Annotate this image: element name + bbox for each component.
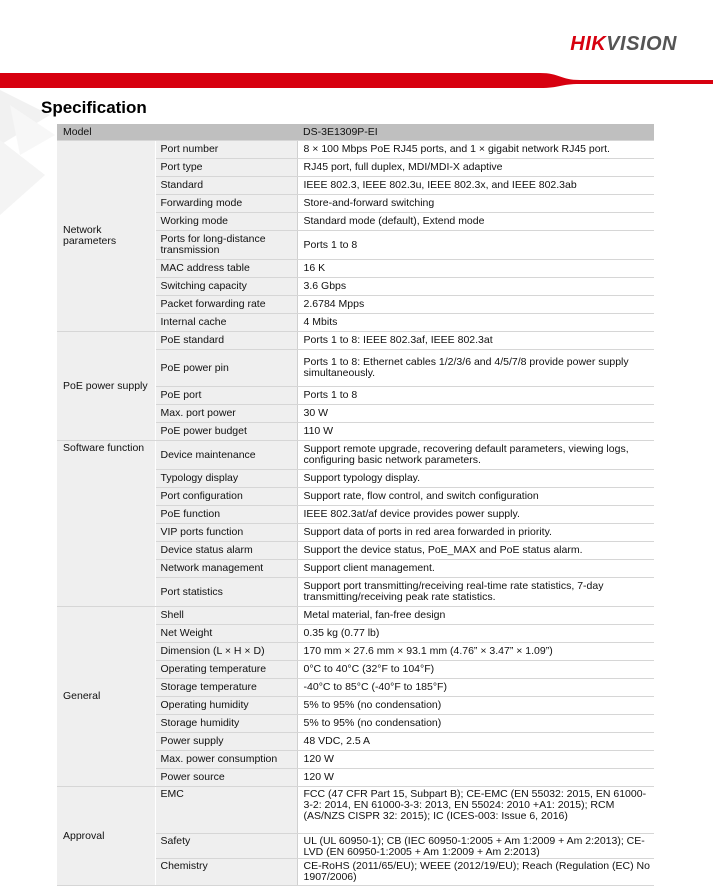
- param-label: Net Weight: [155, 625, 297, 643]
- param-value: 5% to 95% (no condensation): [297, 715, 654, 733]
- param-label: PoE standard: [155, 332, 297, 350]
- hikvision-logo: [570, 33, 677, 56]
- param-value: Metal material, fan-free design: [297, 607, 654, 625]
- param-value: Support data of ports in red area forwarded in priority.: [297, 524, 654, 542]
- param-label: Port number: [155, 141, 297, 159]
- param-label: Dimension (L × H × D): [155, 643, 297, 661]
- table-row: [57, 441, 654, 470]
- param-label: Standard: [155, 177, 297, 195]
- param-value: 2.6784 Mpps: [297, 296, 654, 314]
- category-software: Software function: [57, 441, 155, 607]
- param-label: MAC address table: [155, 260, 297, 278]
- param-value: 170 mm × 27.6 mm × 93.1 mm (4.76” × 3.47” × 1.09”): [297, 643, 654, 661]
- header-model-label: Model: [57, 124, 297, 141]
- param-label: Device status alarm: [155, 542, 297, 560]
- param-value: IEEE 802.3, IEEE 802.3u, IEEE 802.3x, and IEEE 802.3ab: [297, 177, 654, 195]
- param-label: Packet forwarding rate: [155, 296, 297, 314]
- param-value: 8 × 100 Mbps PoE RJ45 ports, and 1 × gigabit network RJ45 port.: [297, 141, 654, 159]
- param-value: Support remote upgrade, recovering default parameters, viewing logs, configuring basic network parameters.: [297, 441, 654, 470]
- table-row: [57, 607, 654, 625]
- param-value: Standard mode (default), Extend mode: [297, 213, 654, 231]
- param-value: 48 VDC, 2.5 A: [297, 733, 654, 751]
- param-label: Chemistry: [155, 859, 297, 886]
- table-row: [57, 141, 654, 159]
- param-label: Max. port power: [155, 405, 297, 423]
- table-header-row: [57, 124, 654, 141]
- param-value: 30 W: [297, 405, 654, 423]
- param-value: Support typology display.: [297, 470, 654, 488]
- param-label: PoE power pin: [155, 350, 297, 387]
- param-label: Operating humidity: [155, 697, 297, 715]
- param-value: 0.35 kg (0.77 lb): [297, 625, 654, 643]
- page-title: Specification: [41, 98, 147, 117]
- param-value: Ports 1 to 8: IEEE 802.3af, IEEE 802.3at: [297, 332, 654, 350]
- param-label: EMC: [155, 787, 297, 834]
- param-label: Network management: [155, 560, 297, 578]
- category-network: Network parameters: [57, 141, 155, 332]
- param-value: 110 W: [297, 423, 654, 441]
- param-value: 4 Mbits: [297, 314, 654, 332]
- param-label: Ports for long-distance transmission: [155, 231, 297, 260]
- param-label: Working mode: [155, 213, 297, 231]
- spec-table: [57, 124, 654, 886]
- param-label: Safety: [155, 834, 297, 859]
- param-value: Support client management.: [297, 560, 654, 578]
- param-label: Storage temperature: [155, 679, 297, 697]
- param-label: Port type: [155, 159, 297, 177]
- table-row: [57, 787, 654, 834]
- param-value: 16 K: [297, 260, 654, 278]
- param-label: Internal cache: [155, 314, 297, 332]
- logo-part-red: HIK: [570, 33, 607, 55]
- param-label: Typology display: [155, 470, 297, 488]
- param-value: 120 W: [297, 751, 654, 769]
- param-value: Ports 1 to 8: [297, 387, 654, 405]
- param-value: Ports 1 to 8: Ethernet cables 1/2/3/6 and 4/5/7/8 provide power supply simultaneously.: [297, 350, 654, 387]
- param-label: PoE function: [155, 506, 297, 524]
- param-value: Ports 1 to 8: [297, 231, 654, 260]
- param-label: Switching capacity: [155, 278, 297, 296]
- param-value: IEEE 802.3at/af device provides power supply.: [297, 506, 654, 524]
- param-value: Store-and-forward switching: [297, 195, 654, 213]
- param-value: 0°C to 40°C (32°F to 104°F): [297, 661, 654, 679]
- param-value: FCC (47 CFR Part 15, Subpart B); CE-EMC (EN 55032: 2015, EN 61000-3-2: 2014, EN 61000-3-3: 2013, EN 55024: 2010 +A1: 2015); RCM (AS/NZS CISPR 32: 2015); IC (ICES-003: Issue 6, 2016): [297, 787, 654, 834]
- param-value: 120 W: [297, 769, 654, 787]
- header-red-band: [0, 70, 713, 90]
- category-approval: Approval: [57, 787, 155, 886]
- param-label: Port statistics: [155, 578, 297, 607]
- param-label: Port configuration: [155, 488, 297, 506]
- param-label: Max. power consumption: [155, 751, 297, 769]
- category-poe: PoE power supply: [57, 332, 155, 441]
- category-general: General: [57, 607, 155, 787]
- param-value: Support the device status, PoE_MAX and PoE status alarm.: [297, 542, 654, 560]
- param-value: -40°C to 85°C (-40°F to 185°F): [297, 679, 654, 697]
- param-value: RJ45 port, full duplex, MDI/MDI-X adaptive: [297, 159, 654, 177]
- param-label: Shell: [155, 607, 297, 625]
- logo-part-gray: VISION: [606, 33, 677, 55]
- param-label: PoE port: [155, 387, 297, 405]
- param-label: Forwarding mode: [155, 195, 297, 213]
- param-label: VIP ports function: [155, 524, 297, 542]
- param-label: Device maintenance: [155, 441, 297, 470]
- param-label: Storage humidity: [155, 715, 297, 733]
- table-row: [57, 332, 654, 350]
- param-value: CE-RoHS (2011/65/EU); WEEE (2012/19/EU); Reach (Regulation (EC) No 1907/2006): [297, 859, 654, 886]
- param-value: 5% to 95% (no condensation): [297, 697, 654, 715]
- param-value: Support rate, flow control, and switch configuration: [297, 488, 654, 506]
- param-label: Operating temperature: [155, 661, 297, 679]
- param-label: Power source: [155, 769, 297, 787]
- param-value: UL (UL 60950-1); CB (IEC 60950-1:2005 + Am 1:2009 + Am 2:2013); CE-LVD (EN 60950-1:2005 + Am 1:2009 + Am 2:2013): [297, 834, 654, 859]
- header-model-value: DS-3E1309P-EI: [297, 124, 654, 141]
- param-label: PoE power budget: [155, 423, 297, 441]
- param-value: Support port transmitting/receiving real-time rate statistics, 7-day transmitting/receiving peak rate statistics.: [297, 578, 654, 607]
- param-value: 3.6 Gbps: [297, 278, 654, 296]
- param-label: Power supply: [155, 733, 297, 751]
